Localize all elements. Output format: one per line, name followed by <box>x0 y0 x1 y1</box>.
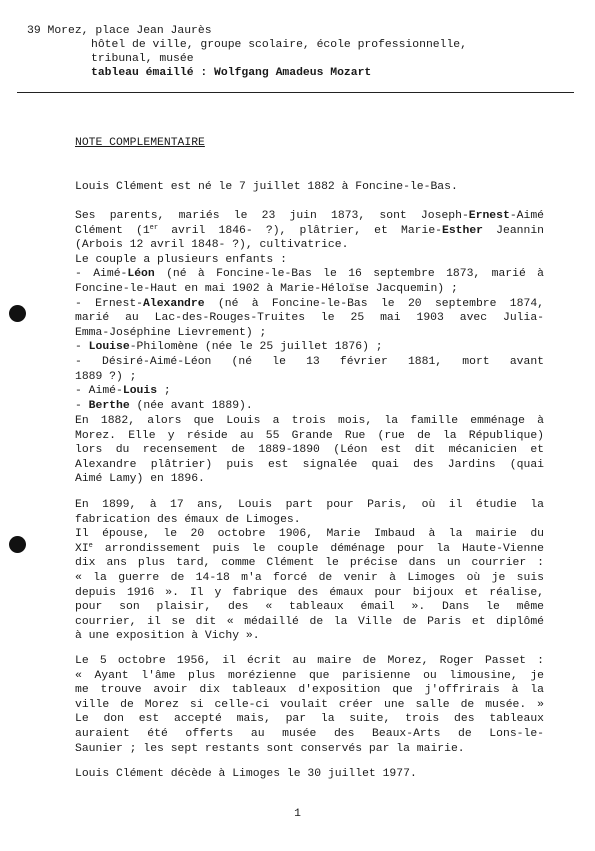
text-line: (Arbois 12 avril 1848- ?), cultivatrice. <box>75 239 349 252</box>
text-line: me trouve avoir dix tableaux d'exposition que j'offrirais à la <box>75 684 544 697</box>
paragraph-donation <box>75 654 544 756</box>
text-line: Saunier ; les sept restants sont conservés par la mairie. <box>75 742 465 755</box>
page-number: 1 <box>294 808 301 820</box>
text-line: Il épouse, le 20 octobre 1906, Marie Imbaud à la mairie du <box>75 528 544 541</box>
text-line: Aimé Lamy) en 1896. <box>75 473 205 486</box>
text-line: - Berthe (née avant 1889). <box>75 399 253 412</box>
text-line: « Ayant l'âme plus morézienne que parisienne ou limousine, je <box>75 669 544 682</box>
paragraph-death: Louis Clément décède à Limoges le 30 juillet 1977. <box>75 768 417 780</box>
text-line: En 1899, à 17 ans, Louis part pour Paris, où il étudie la <box>75 499 544 511</box>
text-line: Foncine-le-Haut en mai 1902 à Marie-Héloïse Jacquemin) ; <box>75 282 458 295</box>
header-buildings-cont: tribunal, musée <box>91 53 194 65</box>
text-line: fabrication des émaux de Limoges. <box>75 513 301 526</box>
text-line: 1889 ?) ; <box>75 370 137 383</box>
header-location: 39 Morez, place Jean Jaurès <box>27 25 212 37</box>
text-line: Le don est accepté mais, par la suite, trois des tableaux <box>75 713 544 726</box>
text-line: lors du recensement de 1889-1890 (Léon est dit mécanicien et <box>75 444 544 457</box>
paragraph-move-morez <box>75 414 544 487</box>
header-divider <box>17 92 574 93</box>
text-line: Le 5 octobre 1956, il écrit au maire de Morez, Roger Passet : <box>75 655 544 667</box>
text-line: Le couple a plusieurs enfants : <box>75 253 287 266</box>
paragraph-family <box>75 209 544 413</box>
text-line: courrier, il se dit « médaillé de la Ville de Paris et diplômé <box>75 615 544 628</box>
header-buildings: hôtel de ville, groupe scolaire, école professionnelle, <box>91 39 467 51</box>
section-title: NOTE COMPLEMENTAIRE <box>75 137 205 149</box>
text-line: dix ans plus tard, comme Clément le précise dans un courrier : <box>75 557 544 570</box>
text-line: - Désiré-Aimé-Léon (né le 13 février 1881, mort avant <box>75 355 544 368</box>
text-line: - Aimé-Louis ; <box>75 385 171 398</box>
paragraph-paris-limoges <box>75 498 544 644</box>
text-line: depuis 1916 ». Il y fabrique des émaux pour bijoux et réalise, <box>75 586 544 599</box>
text-line: Ses parents, mariés le 23 juin 1873, sont Joseph-Ernest-Aimé <box>75 210 544 222</box>
punch-hole <box>9 305 26 322</box>
text-line: auraient été offerts au musée des Beaux-Arts de Lons-le- <box>75 727 544 740</box>
text-line: - Aimé-Léon (né à Foncine-le-Bas le 16 septembre 1873, marié à <box>75 268 544 281</box>
header-object <box>91 66 371 80</box>
text-line: Alexandre plâtrier) puis est signalée quai des Jardins (quai <box>75 458 544 471</box>
punch-hole <box>9 536 26 553</box>
text-line: Clément (1er avril 1846- ?), plâtrier, et Marie-Esther Jeannin <box>75 223 545 237</box>
text-line: XIe arrondissement puis le couple déménage pour la Haute-Vienne <box>75 541 544 555</box>
text-line: « la guerre de 14-18 m'a forcé de venir à Limoges où je suis <box>75 571 544 584</box>
text-line: Morez. Elle y réside au 55 Grande Rue (rue de la République) <box>75 429 544 442</box>
text-line: En 1882, alors que Louis a trois mois, la famille emménage à <box>75 415 544 427</box>
text-line: Emma-Joséphine Lievrement) ; <box>75 326 267 339</box>
text-line: - Ernest-Alexandre (né à Foncine-le-Bas le 20 septembre 1874, <box>75 297 544 310</box>
header-object-subject: Wolfgang Amadeus Mozart <box>214 67 372 79</box>
text-line: - Louise-Philomène (née le 25 juillet 1876) ; <box>75 341 383 354</box>
paragraph-birth: Louis Clément est né le 7 juillet 1882 à Foncine-le-Bas. <box>75 181 458 193</box>
text-line: à une exposition à Vichy ». <box>75 630 260 643</box>
text-line: pour son plaisir, des « tableaux émail ». Dans le même <box>75 601 544 614</box>
text-line: ville de Morez si celle-ci voulait créer une salle de musée. » <box>75 698 544 711</box>
text-line: marié au Lac-des-Rouges-Truites le 25 mai 1903 avec Julia- <box>75 312 544 325</box>
header-object-type: tableau émaillé : <box>91 67 215 79</box>
